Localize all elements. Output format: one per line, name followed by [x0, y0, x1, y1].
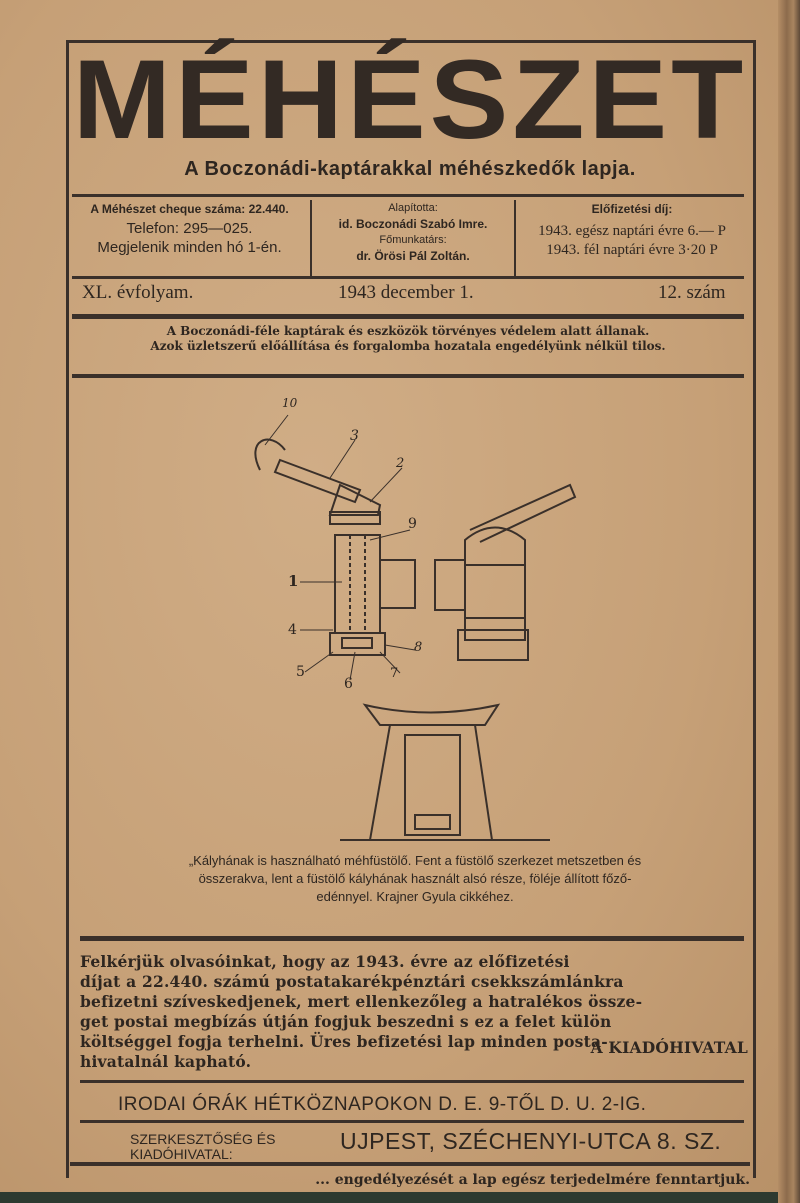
address: UJPEST, SZÉCHENYI-UTCA 8. SZ.	[340, 1128, 722, 1154]
notice-line: költséggel fogja terhelni. Üres befizetési lap minden posta-	[80, 1032, 608, 1051]
caption-line: edénnyel. Krajner Gyula cikkéhez.	[316, 889, 514, 904]
divider	[80, 936, 744, 941]
office-hours: IRODAI ÓRÁK HÉTKÖZNAPOKON D. E. 9-TŐL D. U. 2-IG.	[118, 1094, 647, 1115]
subscription-half-year: 1943. fél naptári évre 3·20 P	[546, 242, 718, 258]
figure-caption	[110, 852, 720, 906]
telephone: Telefon: 295—025.	[126, 220, 253, 237]
notice-line: díjat a 22.440. számú postatakarékpénztári csekkszámlánkra	[80, 972, 624, 991]
page-edge	[778, 0, 800, 1203]
smoker-illustration	[230, 390, 610, 850]
subscription-label: Előfizetési díj:	[591, 202, 673, 216]
notice-line: befizetni szíveskedjenek, mert ellenkezőleg a hatralékos össze-	[80, 992, 643, 1011]
figure-label: 8	[414, 640, 423, 655]
hook	[255, 440, 285, 470]
divider	[80, 1120, 744, 1123]
subscription-full-year: 1943. egész naptári évre 6.— P	[538, 223, 726, 239]
caption-line: összerakva, lent a füstölő kályhának használt alsó része, föléje állított főző-	[198, 871, 632, 886]
stove-base	[405, 735, 460, 835]
cooking-pot	[365, 705, 498, 725]
figure-label: 1	[288, 572, 299, 590]
info-right	[514, 200, 750, 276]
figure-label: 7	[390, 666, 399, 681]
divider	[72, 314, 744, 319]
masthead-subtitle: A Boczonádi-kaptárakkal méhészkedők lapja.	[184, 158, 636, 180]
divider	[72, 374, 744, 378]
legal-notice-line: A Boczonádi-féle kaptárak és eszközök törvényes védelem alatt állanak.	[166, 324, 650, 338]
body-section	[335, 535, 380, 633]
divider	[80, 1080, 744, 1083]
address-label-line: SZERKESZTŐSÉG ÉS	[130, 1131, 276, 1147]
issue-number: 12. szám	[658, 282, 726, 303]
address-label	[130, 1132, 275, 1162]
collaborator-label: Főmunkatárs:	[379, 234, 447, 246]
volume: XL. évfolyam.	[82, 282, 194, 303]
founder-name: id. Boczonádi Szabó Imre.	[338, 217, 488, 231]
cheque-number: A Méhészet cheque száma: 22.440.	[90, 202, 289, 216]
figure-label: 5	[296, 664, 305, 680]
assembled-body	[465, 528, 525, 641]
legal-notice-line: Azok üzletszerű előállítása és forgalomba hozatala engedélyünk nélkül tilos.	[150, 339, 666, 353]
figure-label: 10	[282, 396, 298, 410]
subscription-notice	[80, 952, 748, 1072]
figure-label: 9	[408, 516, 417, 532]
legal-notice	[72, 324, 744, 354]
address-label-line: KIADÓHIVATAL:	[130, 1146, 233, 1162]
publication-frequency: Megjelenik minden hó 1-én.	[97, 239, 282, 256]
info-center	[310, 200, 516, 276]
divider	[72, 194, 744, 197]
cut-off-text: ... engedélyezését a lap egész terjedelmére fenntartjuk.	[315, 1172, 750, 1188]
spout	[275, 460, 360, 502]
caption-line: „Kályhának is használható méhfüstölő. Fent a füstölő szerkezet metszetben és	[188, 853, 642, 868]
figure-label: 2	[396, 456, 405, 471]
divider	[72, 276, 744, 279]
notice-line: Felkérjük olvasóinkat, hogy az 1943. évre az előfizetési	[80, 952, 570, 971]
collaborator-name: dr. Örösi Pál Zoltán.	[356, 249, 470, 263]
masthead-title: MÉHÉSZET	[72, 37, 748, 163]
notice-line: get postai megbízás útján fogjuk beszedni s ez a felet külön	[80, 1012, 612, 1031]
founder-label: Alapította:	[388, 202, 438, 214]
publisher-signature: A KIADÓHIVATAL	[590, 1038, 748, 1057]
figure-label: 6	[344, 676, 353, 692]
figure-label: 4	[288, 622, 297, 638]
divider	[70, 1162, 750, 1166]
issue-date: 1943 december 1.	[338, 282, 474, 303]
figure-label: 3	[350, 428, 359, 444]
assembled-spout	[470, 485, 575, 542]
info-left	[72, 200, 307, 276]
notice-line: hivatalnál kapható.	[80, 1052, 252, 1071]
